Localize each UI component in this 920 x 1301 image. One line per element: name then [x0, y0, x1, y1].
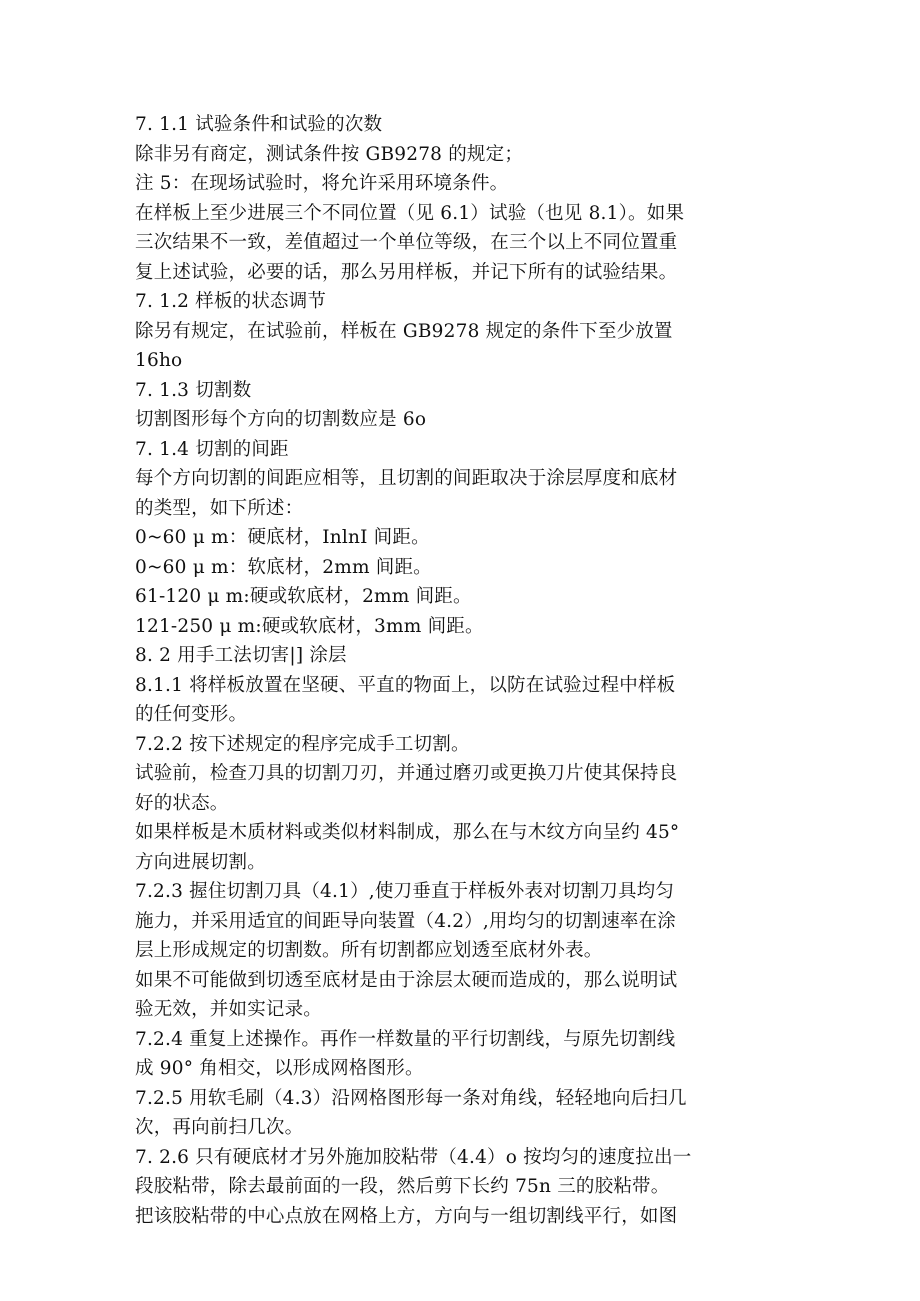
- spacing-item: 0~60 μ m：软底材，2mm 间距。: [135, 556, 432, 578]
- heading-7-1-1: 7. 1.1 试验条件和试验的次数: [135, 114, 383, 135]
- text-line: 7.2.5 用软毛刷（4.3）沿网格图形每一条对角线，轻轻地向后扫几: [135, 1087, 687, 1109]
- document-body: [135, 110, 785, 1231]
- text-line: 方向进展切割。: [135, 851, 266, 873]
- text-line: 把该胶粘带的中心点放在网格上方，方向与一组切割线平行，如图: [135, 1205, 678, 1227]
- text-line: 7.2.4 重复上述操作。再作一样数量的平行切割线，与原先切割线: [135, 1028, 676, 1050]
- text-line: 除非另有商定，测试条件按 GB9278 的规定；: [135, 143, 524, 165]
- text-line: 次，再向前扫几次。: [135, 1117, 304, 1138]
- text-line: 的类型，如下所述：: [135, 497, 304, 519]
- heading-7-1-2: 7. 1.2 样板的状态调节: [135, 291, 327, 312]
- text-line: 8.1.1 将样板放置在坚硬、平直的物面上，以防在试验过程中样板: [135, 674, 676, 696]
- heading-8-2: 8. 2 用手工法切害|] 涂层: [135, 645, 347, 666]
- text-line: 除另有规定，在试验前，样板在 GB9278 规定的条件下至少放置: [135, 320, 673, 342]
- heading-7-1-3: 7. 1.3 切割数: [135, 379, 252, 401]
- text-line: 验无效，并如实记录。: [135, 999, 323, 1020]
- text-line: 复上述试验，必要的话，那么另用样板，并记下所有的试验结果。: [135, 261, 678, 283]
- text-line: 好的状态。: [135, 792, 229, 814]
- text-line: 如果不可能做到切透至底材是由于涂层太硬而造成的，那么说明试: [135, 969, 678, 991]
- text-line: 7. 2.6 只有硬底材才另外施加胶粘带（4.4）o 按均匀的速度拉出一: [135, 1146, 692, 1168]
- text-line: 三次结果不一致，差值超过一个单位等级，在三个以上不同位置重: [135, 232, 678, 253]
- text-line: 7.2.3 握住切割刀具（4.1）,使刀垂直于样板外表对切割刀具均匀: [135, 881, 675, 902]
- spacing-item: 0~60 μ m：硬底材，InlnI 间距。: [135, 527, 430, 548]
- text-line: 在样板上至少进展三个不同位置（见 6.1）试验（也见 8.1）。如果: [135, 202, 685, 224]
- text-line: 的任何变形。: [135, 704, 248, 725]
- text-line: 施力，并采用适宜的间距导向装置（4.2）,用均匀的切割速率在涂: [135, 910, 677, 932]
- spacing-item: 121-250 μ m:硬或软底材，3mm 间距。: [135, 615, 484, 637]
- text-line: 层上形成规定的切割数。所有切割都应划透至底材外表。: [135, 940, 603, 961]
- text-line: 16ho: [135, 350, 183, 371]
- heading-7-1-4: 7. 1.4 切割的间距: [135, 438, 289, 460]
- text-line: 试验前，检查刀具的切割刀刃，并通过磨刃或更换刀片使其保持良: [135, 763, 678, 784]
- text-line: 如果样板是木质材料或类似材料制成，那么在与木纹方向呈约 45°: [135, 822, 680, 843]
- note-line: 注 5：在现场试验时，将允许采用环境条件。: [135, 173, 509, 194]
- spacing-item: 61-120 μ m:硬或软底材，2mm 间距。: [135, 586, 472, 607]
- text-line: 切割图形每个方向的切割数应是 6o: [135, 409, 427, 430]
- text-line: 成 90° 角相交，以形成网格图形。: [135, 1058, 424, 1079]
- text-line: 7.2.2 按下述规定的程序完成手工切割。: [135, 733, 470, 755]
- text-line: 每个方向切割的间距应相等，且切割的间距取决于涂层厚度和底材: [135, 468, 678, 489]
- text-line: 段胶粘带，除去最前面的一段，然后剪下长约 75n 三的胶粘带。: [135, 1176, 670, 1197]
